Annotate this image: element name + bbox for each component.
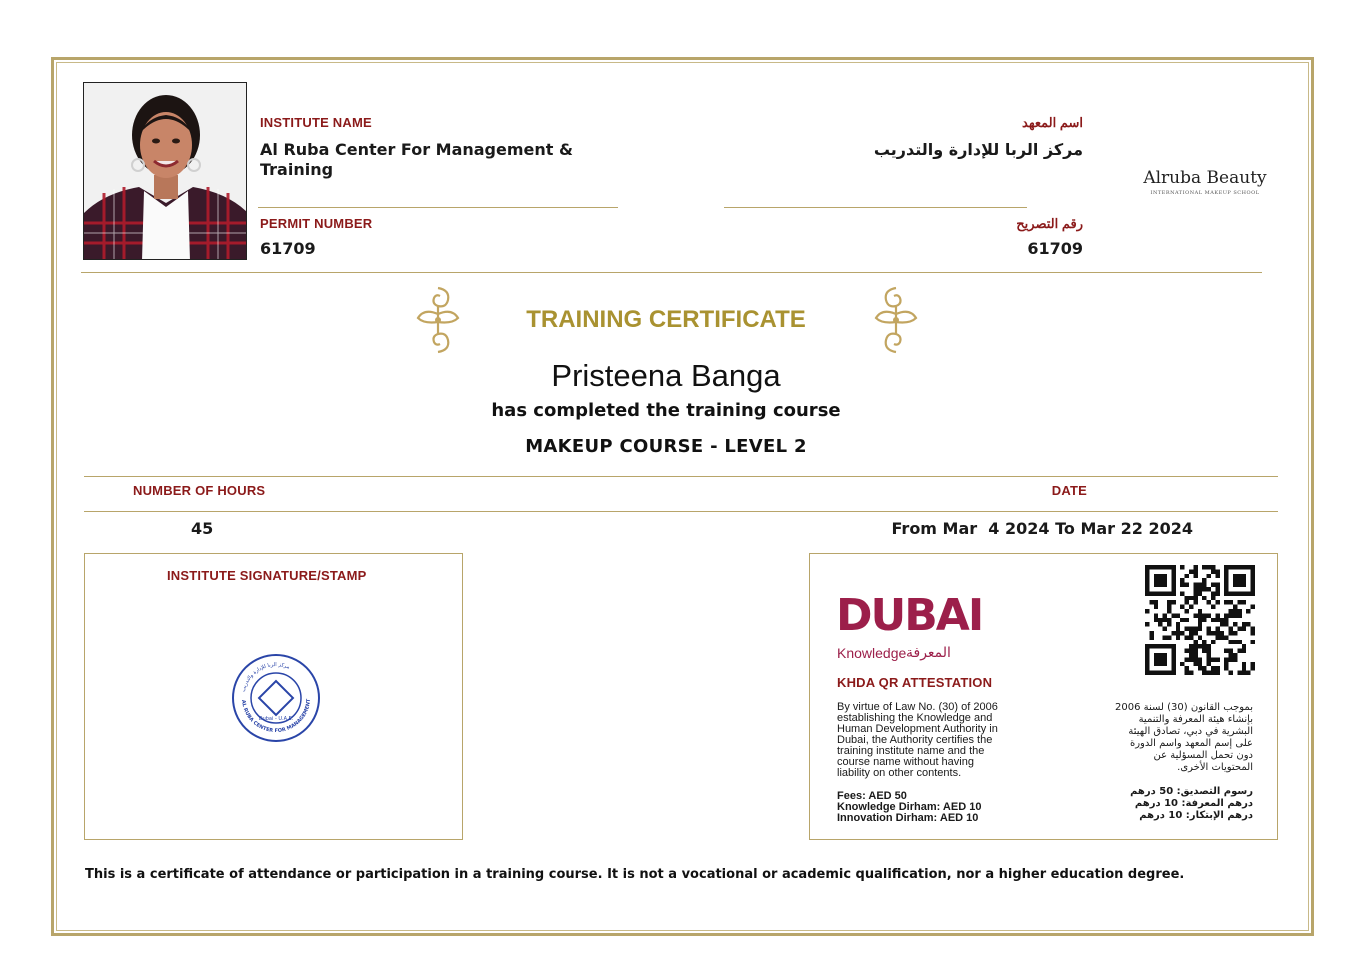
khda-statement-en bbox=[837, 702, 1047, 779]
khda-ar-line: بإنشاء هيئة المعرفة والتنمية bbox=[1138, 714, 1253, 725]
header-bottom-rule bbox=[81, 272, 1262, 273]
date-value: From Mar 4 2024 To Mar 22 2024 bbox=[891, 519, 1193, 538]
institute-name-label: INSTITUTE NAME bbox=[260, 115, 372, 130]
ornament-right-icon bbox=[872, 284, 920, 360]
khda-ar-line: البشرية في دبي، تصادق الهيئة bbox=[1128, 726, 1253, 737]
permit-number-label-ar: رقم التصريح bbox=[1016, 216, 1083, 231]
khda-ar-fee-line: درهم المعرفة: 10 درهم bbox=[1134, 798, 1253, 809]
khda-fees-en bbox=[837, 791, 1047, 824]
course-name: MAKEUP COURSE - LEVEL 2 bbox=[525, 436, 807, 457]
recipient-name: Pristeena Banga bbox=[551, 358, 781, 393]
certificate-disclaimer: This is a certificate of attendance or participation in a training course. It is not a vocational or academic qualification, nor a higher education degree. bbox=[85, 867, 1185, 882]
khda-ar-line: دون تحمل المسؤلية عن bbox=[1153, 750, 1253, 761]
details-top-rule bbox=[84, 476, 1278, 477]
knowledge-logo-ar: المعرفة bbox=[906, 645, 951, 661]
khda-en-line: liability on other contents. bbox=[837, 767, 962, 779]
khda-attestation-label: KHDA QR ATTESTATION bbox=[837, 675, 993, 690]
khda-en-line: Human Development Authority in bbox=[837, 723, 998, 735]
khda-ar-fee-line: درهم الإبتكار: 10 درهم bbox=[1139, 810, 1253, 821]
permit-number-label: PERMIT NUMBER bbox=[260, 216, 373, 231]
institute-name-label-ar: اسم المعهد bbox=[1022, 115, 1083, 130]
header-divider-right bbox=[724, 207, 1027, 208]
details-bottom-rule bbox=[84, 511, 1278, 512]
institute-stamp bbox=[230, 652, 322, 748]
khda-fee-line: Fees: AED 50 bbox=[837, 790, 907, 802]
institute-name-value: Al Ruba Center For Management & Training bbox=[260, 140, 573, 179]
knowledge-logo-en: Knowledge bbox=[837, 645, 907, 661]
khda-en-line: Dubai, the Authority certifies the bbox=[837, 734, 993, 746]
permit-number-value-ar: 61709 bbox=[1027, 239, 1083, 258]
khda-ar-line: المحتويات الأخرى. bbox=[1177, 762, 1253, 773]
khda-ar-line: بموجب القانون (30) لسنة 2006 bbox=[1114, 702, 1253, 713]
hours-value: 45 bbox=[191, 519, 214, 538]
recipient-photo bbox=[83, 82, 247, 260]
stamp-city: Dubai - U.A.E. bbox=[258, 716, 294, 722]
certificate-title: TRAINING CERTIFICATE bbox=[526, 306, 806, 333]
brand-tagline: INTERNATIONAL MAKEUP SCHOOL bbox=[1150, 190, 1260, 196]
institute-name-value-ar: مركز الربا للإدارة والتدريب bbox=[873, 140, 1083, 159]
khda-box bbox=[809, 553, 1278, 840]
khda-statement-ar bbox=[1055, 702, 1253, 774]
khda-en-line: By virtue of Law No. (30) of 2006 bbox=[837, 701, 998, 713]
khda-en-line: training institute name and the bbox=[837, 745, 985, 757]
khda-fees-ar bbox=[1055, 786, 1253, 822]
khda-en-line: establishing the Knowledge and bbox=[837, 712, 993, 724]
khda-en-line: course name without having bbox=[837, 756, 974, 768]
ornament-left-icon bbox=[414, 284, 462, 360]
dubai-logo: DUBAI bbox=[836, 590, 983, 641]
khda-ar-fee-line: رسوم التصديق: 50 درهم bbox=[1130, 786, 1253, 797]
header-divider-left bbox=[258, 207, 618, 208]
completed-text: has completed the training course bbox=[491, 400, 841, 421]
date-label: DATE bbox=[1051, 483, 1087, 498]
stamp-text-top: مركز الربا للإدارة والتدريب bbox=[240, 661, 291, 693]
permit-number-value: 61709 bbox=[260, 239, 316, 258]
khda-ar-line: على إسم المعهد واسم الدورة bbox=[1129, 738, 1253, 749]
brand-logo bbox=[1130, 168, 1280, 196]
stamp-text-bottom: AL RUBA CENTER FOR MANAGEMENT bbox=[240, 698, 313, 735]
signature-label: INSTITUTE SIGNATURE/STAMP bbox=[167, 568, 367, 583]
qr-code[interactable] bbox=[1145, 565, 1255, 679]
khda-fee-line: Innovation Dirham: AED 10 bbox=[837, 812, 979, 824]
signature-box bbox=[84, 553, 463, 840]
khda-fee-line: Knowledge Dirham: AED 10 bbox=[837, 801, 982, 813]
hours-label: NUMBER OF HOURS bbox=[133, 483, 266, 498]
brand-name: Alruba Beauty bbox=[1143, 168, 1267, 188]
